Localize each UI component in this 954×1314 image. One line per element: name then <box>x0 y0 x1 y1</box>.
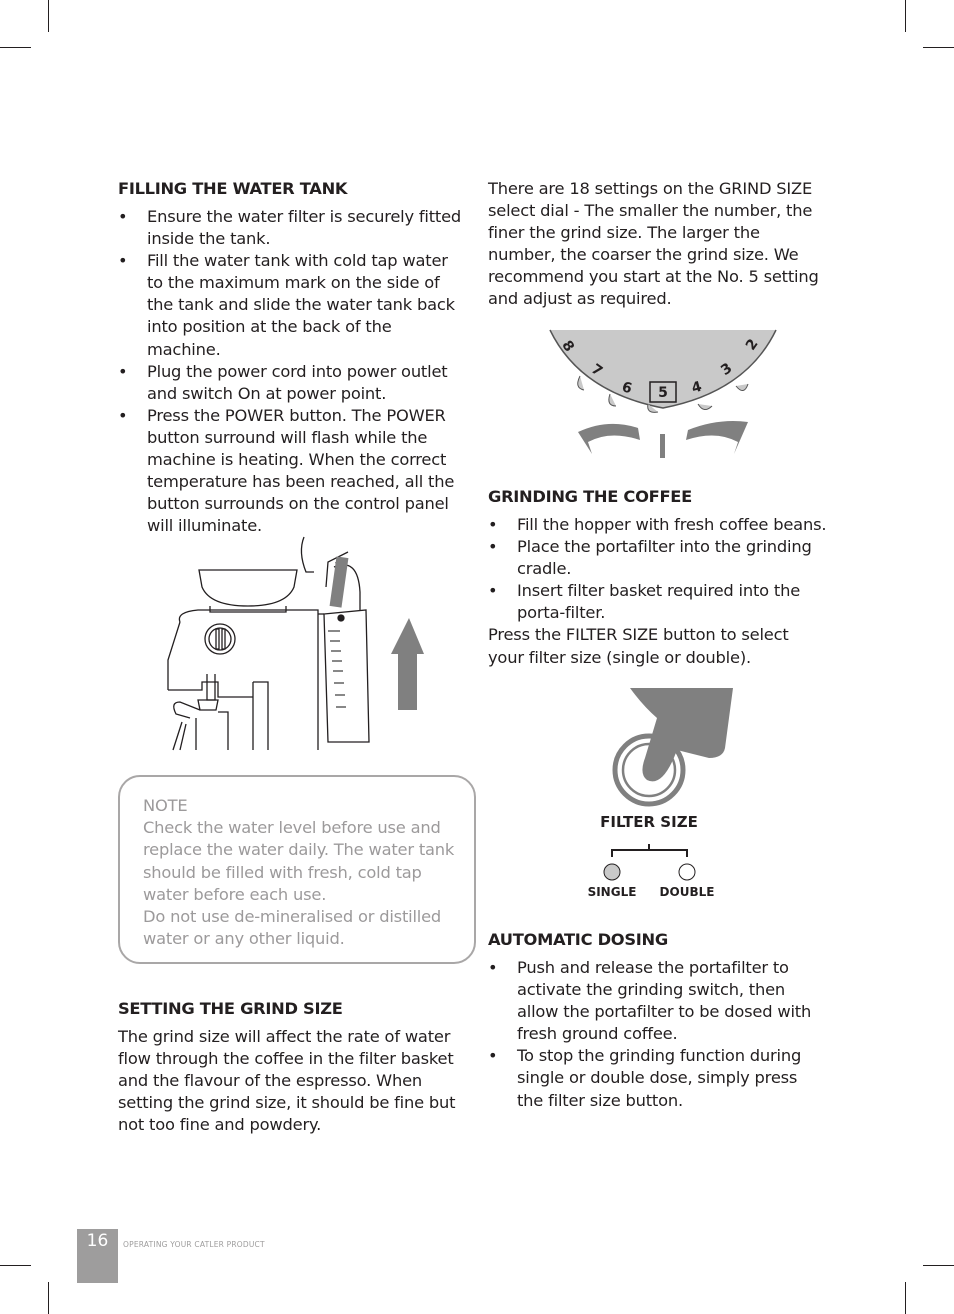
dial-selected-number: 5 <box>658 385 668 401</box>
page-number: 16 <box>86 1231 109 1251</box>
grinding-after: Press the FILTER SIZE button to select your filter size (single or double). <box>488 625 789 667</box>
grind-size-section <box>118 998 463 1136</box>
crop-mark <box>48 1282 49 1314</box>
grind-dial-illustration <box>548 330 778 460</box>
filling-list <box>118 206 463 537</box>
espresso-machine-illustration <box>158 532 438 752</box>
grind-intro <box>488 178 828 311</box>
crop-mark <box>905 1282 906 1314</box>
list-item: • Fill the hopper with fresh coffee beans. <box>488 514 828 536</box>
list-item: • Insert filter basket required into the porta-filter. <box>488 580 828 624</box>
dosing-heading: AUTOMATIC DOSING <box>488 930 668 949</box>
dial-number: 4 <box>690 378 704 397</box>
crop-mark <box>0 47 31 48</box>
dosing-list <box>488 957 828 1112</box>
list-item: • Ensure the water filter is securely fitted inside the tank. <box>118 206 463 250</box>
grind-size-heading: SETTING THE GRIND SIZE <box>118 999 343 1018</box>
dosing-section <box>488 929 828 1112</box>
grinding-heading: GRINDING THE COFFEE <box>488 487 692 506</box>
list-item: • Plug the power cord into power outlet and switch On at power point. <box>118 361 463 405</box>
crop-mark <box>48 0 49 32</box>
filling-heading: FILLING THE WATER TANK <box>118 179 348 198</box>
crop-mark <box>905 0 906 32</box>
double-label: DOUBLE <box>659 885 715 899</box>
list-item: • To stop the grinding function during single or double dose, simply press the filter size button. <box>488 1045 828 1111</box>
list-item: • Fill the water tank with cold tap water to the maximum mark on the side of the tank and slide the water tank back into position at the back of the machine. <box>118 250 463 360</box>
dial-number: 8 <box>558 337 578 355</box>
footer-text: OPERATING YOUR CATLER PRODUCT <box>123 1240 265 1249</box>
grinding-list <box>488 514 828 624</box>
dial-number: 3 <box>718 360 736 379</box>
crop-mark <box>0 1265 31 1266</box>
note-title: NOTE <box>143 796 188 815</box>
crop-mark <box>923 47 954 48</box>
grinding-section <box>488 486 828 669</box>
list-item: • Place the portafilter into the grinding cradle. <box>488 536 828 580</box>
filter-size-illustration <box>585 688 745 903</box>
grind-size-text: The grind size will affect the rate of water flow through the coffee in the filter basket and the flavour of the espresso. When setting the grind size, it should be fine but not too fine and powdery. <box>118 1027 456 1135</box>
note-box <box>118 775 476 964</box>
list-item: • Push and release the portafilter to activate the grinding switch, then allow the portafilter to be dosed with fresh ground coffee. <box>488 957 828 1045</box>
dial-number: 7 <box>588 361 606 380</box>
filling-section <box>118 178 463 537</box>
note-text: Do not use de-mineralised or distilled water or any other liquid. <box>143 907 442 949</box>
grind-intro-text: There are 18 settings on the GRIND SIZE select dial - The smaller the number, the finer the grind size. The larger the number, the coarser the grind size. We recommend you start at the No. 5 setting and adjust as required. <box>488 179 819 309</box>
single-label: SINGLE <box>587 885 637 899</box>
filter-size-title: FILTER SIZE <box>600 813 698 831</box>
dial-number: 6 <box>620 379 634 398</box>
note-text: Check the water level before use and replace the water daily. The water tank should be filled with fresh, cold tap water before each use. <box>143 818 455 904</box>
list-item: • Press the POWER button. The POWER button surround will flash while the machine is heating. When the correct temperature has been reached, all the button surrounds on the control panel will illuminate. <box>118 405 463 538</box>
double-indicator <box>679 864 695 880</box>
crop-mark <box>923 1265 954 1266</box>
single-indicator <box>604 864 620 880</box>
dial-number: 2 <box>742 336 762 354</box>
